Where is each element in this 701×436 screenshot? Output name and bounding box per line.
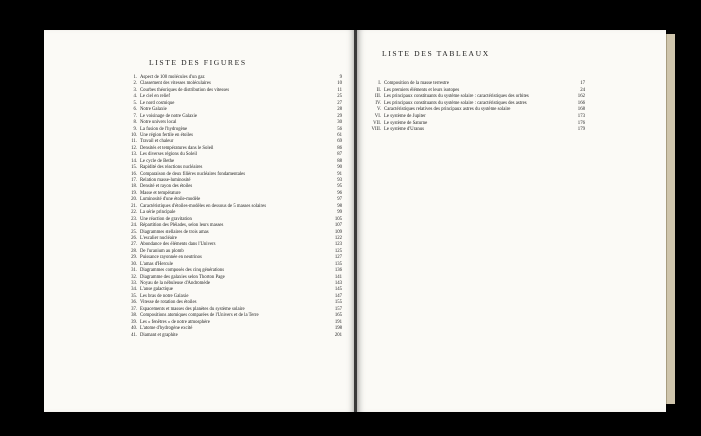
entry-title: Le cycle de Bethe <box>140 158 175 164</box>
entry-page-number: 97 <box>337 197 342 203</box>
entry-number: 18. <box>131 184 137 190</box>
entry-title: Densité et rayon des étoiles <box>140 184 193 190</box>
entry-page-number: 198 <box>334 326 342 332</box>
entry-title: Le ciel en relief <box>140 94 170 100</box>
table-entry <box>368 88 585 95</box>
entry-number: 4. <box>133 94 137 100</box>
entry-page-number: 88 <box>337 158 342 164</box>
entry-page-number: 69 <box>337 139 342 145</box>
entry-number: 12. <box>131 145 137 151</box>
entry-title: Le nord cosmique <box>140 100 175 106</box>
entry-page-number: 122 <box>334 235 342 241</box>
entry-number: 30. <box>131 261 137 267</box>
entry-title: La série principale <box>140 210 176 216</box>
entry-number: 29. <box>131 255 137 261</box>
entry-title: De l'uranium au plomb <box>140 248 184 254</box>
entry-title: Diagramme des galaxies selon Thorton Page <box>140 274 225 280</box>
entry-number: 16. <box>131 171 137 177</box>
entry-number: 40. <box>131 326 137 332</box>
entry-number: 21. <box>131 203 137 209</box>
entry-number: 34. <box>131 287 137 293</box>
entry-page-number: 179 <box>577 127 585 133</box>
entry-number: 11. <box>131 139 137 145</box>
entry-number: 6. <box>133 107 137 113</box>
entry-number: VI. <box>374 113 381 119</box>
entry-number: II. <box>376 87 381 93</box>
entry-page-number: 105 <box>334 216 342 222</box>
entry-number: 14. <box>131 158 137 164</box>
entry-number: 13. <box>131 152 137 158</box>
entry-title: Noyau de la nébuleuse d'Andromède <box>140 281 210 286</box>
entry-number: 24. <box>131 223 137 229</box>
entry-page-number: 93 <box>337 178 342 183</box>
entry-number: 38. <box>131 313 137 319</box>
entry-page-number: 191 <box>334 319 342 325</box>
entry-title: Notre univers local <box>140 120 177 126</box>
entry-page-number: 25 <box>337 94 342 100</box>
entry-page-number: 109 <box>334 229 342 235</box>
entry-title: Répartition des Pléiades, selon leurs masses <box>140 223 224 229</box>
entry-number: 31. <box>131 268 137 274</box>
book-cover-edge <box>666 34 675 404</box>
entry-number: I. <box>378 81 381 86</box>
figures-heading: LISTE DES FIGURES <box>149 58 247 67</box>
entry-title: Relation masse-luminosité <box>140 178 191 183</box>
entry-title: Masse et température <box>140 190 181 196</box>
entry-number: 32. <box>131 274 137 280</box>
entry-page-number: 61 <box>337 132 342 138</box>
entry-title: Courbes théoriques de distribution des vitesses <box>140 87 230 93</box>
entry-page-number: 176 <box>577 120 585 126</box>
entry-number: 39. <box>131 319 137 325</box>
entry-number: 10. <box>131 132 137 138</box>
entry-page-number: 135 <box>334 261 342 267</box>
entry-number: 2. <box>133 81 137 87</box>
entry-page-number: 91 <box>337 171 342 177</box>
entry-page-number: 123 <box>334 242 342 248</box>
entry-title: Diagrammes composés des cinq générations <box>140 268 225 274</box>
entry-page-number: 165 <box>334 313 342 319</box>
entry-title: Une réaction de gravitation <box>140 216 192 222</box>
entry-page-number: 127 <box>334 255 342 261</box>
entry-page-number: 9 <box>339 75 342 80</box>
entry-page-number: 168 <box>577 107 585 113</box>
entry-title: Comparaison de deux filières nucléaires fondamentales <box>140 171 246 177</box>
entry-page-number: 87 <box>337 152 342 158</box>
table-entry <box>368 107 585 114</box>
entry-title: Luminosité d'une étoile-modèle <box>140 197 201 203</box>
entry-title: Les principaux constituants du système solaire : caractéristiques des astres <box>384 100 527 106</box>
entry-page-number: 107 <box>334 223 342 229</box>
table-entry <box>368 101 585 108</box>
entry-title: Le voisinage de notre Galaxie <box>140 113 197 119</box>
entry-title: Composition de la masse terrestre <box>384 81 450 86</box>
entry-title: Les diverses régions du Soleil <box>140 152 197 158</box>
entry-title: Densités et températures dans le Soleil <box>140 145 214 151</box>
entry-title: Espacements et masses des planètes du système solaire <box>140 306 245 312</box>
entry-page-number: 145 <box>334 287 342 293</box>
entry-title: Abondance des éléments dans l'Univers <box>140 242 216 248</box>
entry-title: Vitesse de rotation des étoiles <box>140 300 197 306</box>
entry-number: 3. <box>133 87 137 93</box>
entry-title: Notre Galaxie <box>140 107 167 113</box>
entry-number: 15. <box>131 165 137 171</box>
entry-title: L'atome d'hydrogène excité <box>140 326 193 332</box>
entry-title: Travail et chaleur <box>140 139 174 145</box>
tables-list <box>368 81 585 134</box>
entry-title: L'amas d'Hercule <box>140 261 173 267</box>
entry-page-number: 86 <box>337 145 342 151</box>
entry-page-number: 147 <box>334 293 342 299</box>
entry-title: Compositions atomiques comparées de l'Univers et de la Terre <box>140 313 259 319</box>
entry-number: 23. <box>131 216 137 222</box>
figures-list <box>127 75 342 339</box>
entry-number: VII. <box>373 120 381 126</box>
entry-title: Les bras de notre Galaxie <box>140 293 189 299</box>
entry-number: 9. <box>133 126 137 132</box>
entry-number: 7. <box>133 113 137 119</box>
entry-page-number: 143 <box>334 281 342 286</box>
entry-page-number: 95 <box>337 184 342 190</box>
entry-title: L'escalier nucléaire <box>140 235 177 241</box>
entry-number: 41. <box>131 332 137 338</box>
entry-page-number: 17 <box>580 81 585 86</box>
table-entry <box>368 94 585 101</box>
entry-page-number: 157 <box>334 306 342 312</box>
entry-title: Caractéristiques d'étoiles-modèles en dessous de 5 masses solaires <box>140 203 267 209</box>
entry-number: 26. <box>131 235 137 241</box>
entry-number: 33. <box>131 281 137 286</box>
entry-title: Classement des vitesses moléculaires <box>140 81 211 87</box>
entry-number: V. <box>376 107 381 113</box>
entry-page-number: 56 <box>337 126 342 132</box>
tables-heading: LISTE DES TABLEAUX <box>382 49 490 58</box>
entry-number: 28. <box>131 248 137 254</box>
entry-page-number: 24 <box>580 87 585 93</box>
table-entry <box>368 114 585 121</box>
entry-page-number: 28 <box>337 107 342 113</box>
entry-page-number: 30 <box>337 120 342 126</box>
entry-number: 25. <box>131 229 137 235</box>
entry-title: Le système de Saturne <box>384 120 428 126</box>
entry-number: VIII. <box>371 127 381 133</box>
entry-title: Le système d'Uranus <box>384 127 425 133</box>
entry-number: III. <box>375 94 381 100</box>
entry-page-number: 162 <box>577 94 585 100</box>
entry-title: Une région fertile en étoiles <box>140 132 194 138</box>
entry-page-number: 125 <box>334 248 342 254</box>
entry-number: 22. <box>131 210 137 216</box>
entry-title: Les principaux constituants du système solaire : caractéristiques des orbites <box>384 94 529 100</box>
entry-number: 8. <box>133 120 137 126</box>
entry-title: La fusion de l'hydrogène <box>140 126 188 132</box>
entry-title: L'anse galactique <box>140 287 173 293</box>
entry-page-number: 155 <box>334 300 342 306</box>
entry-title: Le système de Jupiter <box>384 113 426 119</box>
entry-number: 5. <box>133 100 137 106</box>
entry-page-number: 173 <box>577 113 585 119</box>
entry-page-number: 136 <box>334 268 342 274</box>
entry-title: Rapidité des réactions nucléaires <box>140 165 203 171</box>
entry-number: 17. <box>131 178 137 183</box>
entry-page-number: 141 <box>334 274 342 280</box>
entry-title: Les premiers éléments et leurs isotopes <box>384 87 460 93</box>
entry-page-number: 99 <box>337 210 342 216</box>
entry-number: 35. <box>131 293 137 299</box>
entry-title: Caractéristiques relatives des principaux astres du système solaire <box>384 107 511 113</box>
entry-title: Les « fenêtres » de notre atmosphère <box>140 319 210 325</box>
entry-page-number: 27 <box>337 100 342 106</box>
entry-title: Puissance rayonnée en neutrinos <box>140 255 202 261</box>
entry-title: Diagrammes stellaires de trois amas <box>140 229 209 235</box>
entry-number: 19. <box>131 190 137 196</box>
entry-page-number: 11 <box>337 87 342 93</box>
entry-page-number: 10 <box>337 81 342 87</box>
entry-number: 37. <box>131 306 137 312</box>
entry-page-number: 90 <box>337 165 342 171</box>
entry-number: 1. <box>133 75 137 80</box>
entry-title: Aspect de 100 molécules d'un gaz <box>140 75 205 80</box>
table-entry <box>368 81 585 88</box>
entry-page-number: 166 <box>577 100 585 106</box>
table-entry <box>368 121 585 128</box>
entry-number: IV. <box>375 100 381 106</box>
entry-page-number: 98 <box>337 203 342 209</box>
entry-number: 27. <box>131 242 137 248</box>
entry-number: 20. <box>131 197 137 203</box>
entry-number: 36. <box>131 300 137 306</box>
entry-page-number: 201 <box>334 332 342 338</box>
entry-title: Diamant et graphite <box>140 332 178 338</box>
entry-page-number: 96 <box>337 190 342 196</box>
table-entry <box>368 127 585 134</box>
entry-page-number: 29 <box>337 113 342 119</box>
figure-entry <box>127 333 342 339</box>
